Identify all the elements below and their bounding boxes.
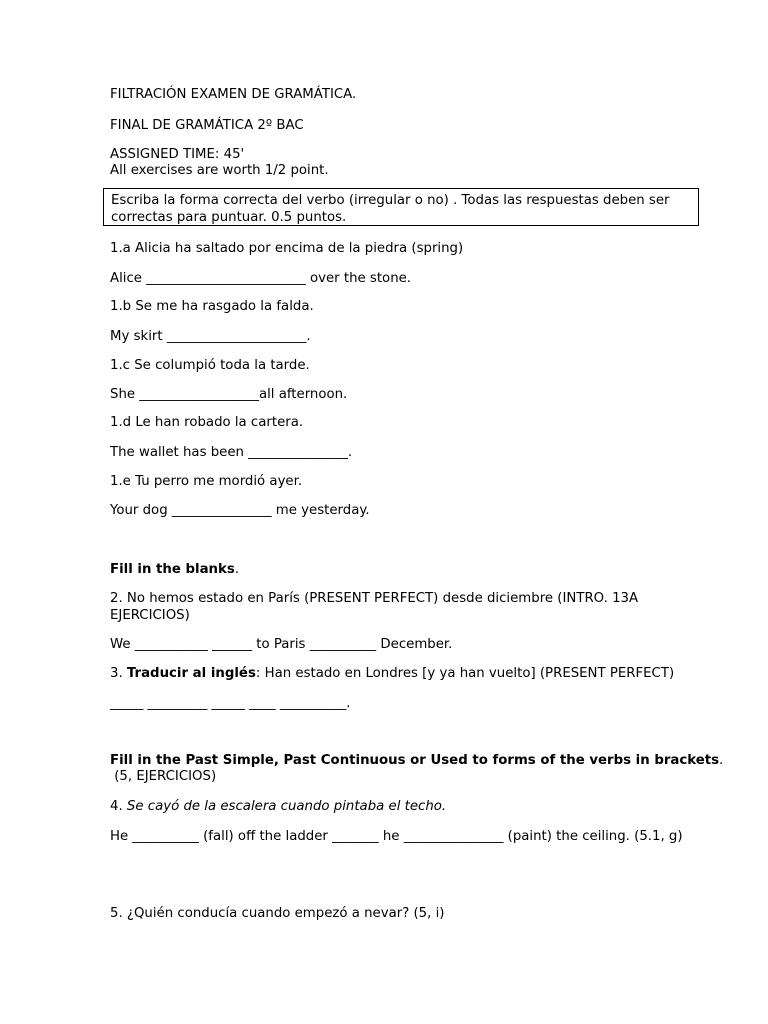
question-1a-line: Alice ________________________ over the stone.: [110, 271, 412, 286]
question-2-line: We ___________ ______ to Paris __________ December.: [110, 637, 453, 652]
question-1c-line: She __________________all afternoon.: [110, 387, 348, 402]
section-3-heading-bold: Fill in the Past Simple, Past Continuous or Used to forms of the verbs in brackets: [110, 753, 720, 768]
question-4-number: 4.: [110, 799, 127, 814]
question-1a-prompt: 1.a Alicia ha saltado por encima de la piedra (spring): [110, 241, 464, 256]
question-4-line: He __________ (fall) off the ladder _______ he _______________ (paint) the ceiling. (5.1, g): [110, 829, 683, 844]
question-3-number: 3.: [110, 666, 127, 681]
question-2-prompt: 2. No hemos estado en París (PRESENT PERFECT) desde diciembre (INTRO. 13A EJERCICIOS): [110, 591, 639, 623]
section-3-reference-text: (5, EJERCICIOS): [114, 769, 217, 784]
instruction-text: Escriba la forma correcta del verbo (irregular o no) . Todas las respuestas deben ser correctas para puntuar. 0.5 puntos.: [111, 193, 670, 225]
section-3-heading: [110, 752, 723, 769]
question-1d-line: The wallet has been _______________.: [110, 445, 353, 460]
question-1b-line: My skirt _____________________.: [110, 329, 311, 344]
question-4-prompt: [110, 798, 446, 815]
section-2-heading-tail: .: [234, 562, 240, 577]
question-5-prompt: 5. ¿Quién conducía cuando empezó a nevar? (5, i): [110, 906, 445, 921]
question-1b-prompt: 1.b Se me ha rasgado la falda.: [110, 299, 314, 314]
assigned-time: ASSIGNED TIME: 45': [110, 147, 245, 162]
section-3-reference: [110, 768, 216, 785]
section-3-heading-tail: .: [719, 753, 724, 768]
question-4-italic: Se cayó de la escalera cuando pintaba el techo.: [126, 799, 447, 814]
question-3-label: Traducir al inglés: [126, 666, 256, 681]
points-note: All exercises are worth 1/2 point.: [110, 163, 329, 178]
question-3-rest: : Han estado en Londres [y ya han vuelto] (PRESENT PERFECT): [255, 666, 675, 681]
instruction-box: [103, 188, 699, 226]
section-2-heading-bold: Fill in the blanks: [110, 562, 235, 577]
question-1e-prompt: 1.e Tu perro me mordió ayer.: [110, 474, 303, 489]
question-3-prompt: [110, 665, 674, 682]
document-title: FILTRACIÓN EXAMEN DE GRAMÁTICA.: [110, 87, 357, 102]
question-1d-prompt: 1.d Le han robado la cartera.: [110, 415, 304, 430]
question-1c-prompt: 1.c Se columpió toda la tarde.: [110, 358, 310, 373]
section-2-heading: [110, 561, 239, 578]
question-3-line: _____ _________ _____ ____ __________.: [110, 696, 351, 711]
question-1e-line: Your dog _______________ me yesterday.: [110, 503, 370, 518]
document-subtitle: FINAL DE GRAMÁTICA 2º BAC: [110, 118, 304, 133]
